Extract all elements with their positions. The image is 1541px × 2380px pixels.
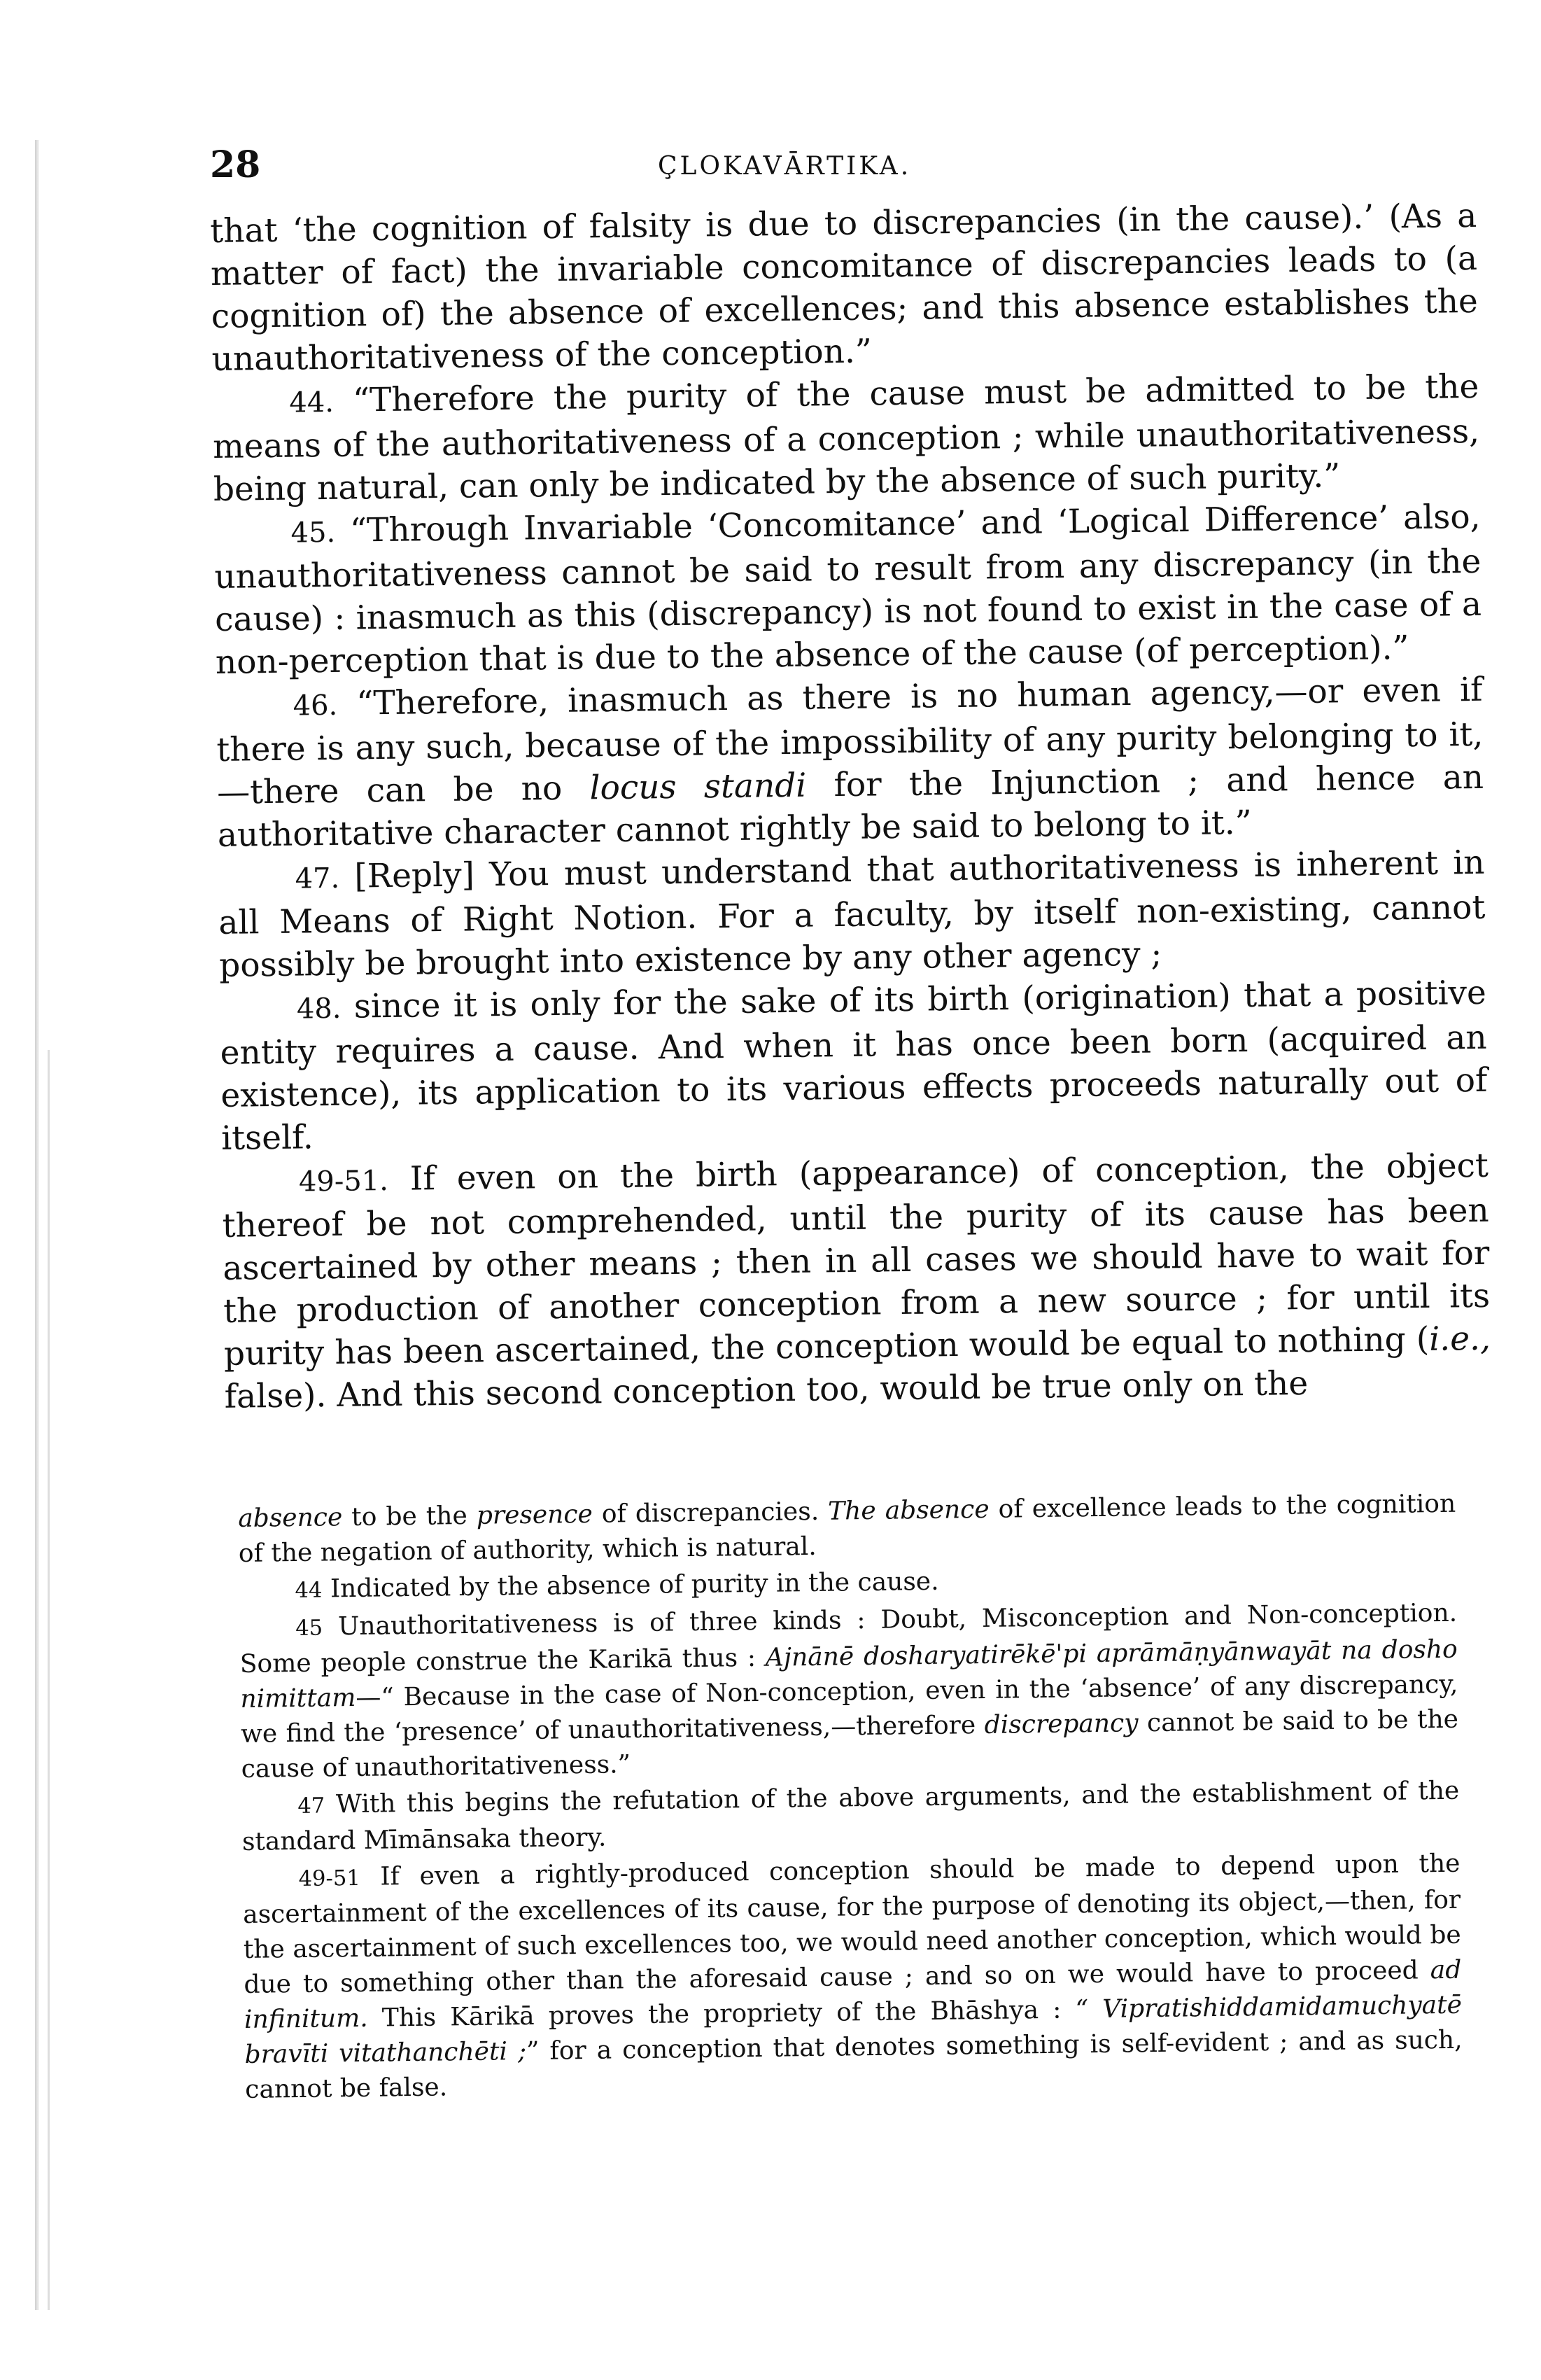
verse-49-51: 49-51. If even on the birth (appearance) of conception, the object thereof be not comprehended, until the purity of its cause has been ascertained by other means ; then in all cases we should have to wait for the production of another conception from a new source ; for until its purity has been ascertained, the conception would be equal to nothing (i.e., false). And this second conception too, would be true only on the <box>222 1146 1491 1416</box>
scan-binding-line <box>48 1050 50 2310</box>
verse-number: 45. <box>290 516 336 550</box>
page-header <box>210 144 1470 200</box>
verse-number: 49-51. <box>298 1164 389 1198</box>
footnote-continuation: absence to be the presence of discrepancies. The absence of excellence leads to the cognition of the negation of authority, which is natural. <box>238 1489 1456 1568</box>
italic-term: locus standi <box>589 766 807 808</box>
verse-number: 46. <box>293 689 338 722</box>
verse-number: 47. <box>295 862 340 895</box>
verse-48: 48. since it is only for the sake of its birth (origination) that a positive entity requires a cause. And when it has once been born (acquired an existence), its application to its various effects proceeds naturally out of itself. <box>220 973 1488 1158</box>
footnote-49-51: 49-51 If even a rightly-produced conception should be made to depend upon the ascertainment of the excellences of its cause, for the purpose of denoting its object,—then, for the ascertainment of such excellences too, we would need another conception, which would be due to something other than the aforesaid cause ; and so on we would have to proceed ad infinitum. This Kārikā proves the propriety of the Bhāshya : “ Vipratishiddamidamuchyatē bravīti vitathanchēti ;” for a conception that denotes something is self-evident ; and as such, cannot be false. <box>242 1849 1463 2104</box>
page-number: 28 <box>210 144 261 186</box>
footnote-45: 45 Unauthoritativeness is of three kinds : Doubt, Misconception and Non-conception. Some people construe the Karikā thus : Ajnānē dosharyatirēkē'pi aprāmāṇyānwayāt na dosho nimittam—“ Because in the case of Non-conception, even in the ‘absence’ of any discrepancy, we find the ‘presence’ of unauthoritativeness,—therefore discrepancy cannot be said to be the cause of unauthoritativeness.” <box>239 1598 1459 1784</box>
footnote-number: 49-51 <box>298 1865 361 1891</box>
footnote-number: 45 <box>295 1616 323 1642</box>
italic-term: i.e., <box>1428 1319 1491 1359</box>
running-title: ÇLOKAVĀRTIKA. <box>658 152 912 181</box>
scan-binding-edge <box>35 140 39 2310</box>
verse-number: 44. <box>289 386 335 419</box>
footnote-47: 47 With this begins the refutation of the above arguments, and the establishment of the standard Mīmānsaka theory. <box>241 1776 1460 1856</box>
footnote-number: 47 <box>297 1793 325 1819</box>
verse-number: 48. <box>296 992 342 1026</box>
footnotes <box>238 1487 1463 2109</box>
footnote-number: 44 <box>295 1578 323 1604</box>
footnote-44: 44 Indicated by the absence of purity in the cause. <box>295 1567 939 1604</box>
main-text <box>210 195 1491 1418</box>
verse-46: 46. “Therefore, inasmuch as there is no human agency,—or even if there is any such, because of the impossibility of any purity belonging to it,—there can be no locus standi for the Injunction ; and hence an authoritative character cannot rightly be said to belong to it.” <box>216 670 1484 855</box>
paragraph-continuation: that ‘the cognition of falsity is due to discrepancies (in the cause).’ (As a matter of fact) the invariable concomitance of discrepancies leads to (a cognition of) the absence of excellences; and this absence establishes the unauthoritativeness of the conception.” <box>210 196 1479 379</box>
verse-45: 45. “Through Invariable ‘Concomitance’ and ‘Logical Difference’ also, unauthoritativeness cannot be said to result from any discrepancy (in the cause) : inasmuch as this (discrepancy) is not found to exist in the case of a non-perception that is due to the absence of the cause (of perception).” <box>214 497 1482 682</box>
verse-47: 47. [Reply] You must understand that authoritativeness is inherent in all Means of Right Notion. For a faculty, by itself non-existing, cannot possibly be brought into existence by any other agency ; <box>218 843 1486 985</box>
verse-44: 44. “Therefore the purity of the cause must be admitted to be the means of the authoritativeness of a conception ; while unauthoritativeness, being natural, can only be indicated by the absence of such purity.” <box>212 367 1480 509</box>
